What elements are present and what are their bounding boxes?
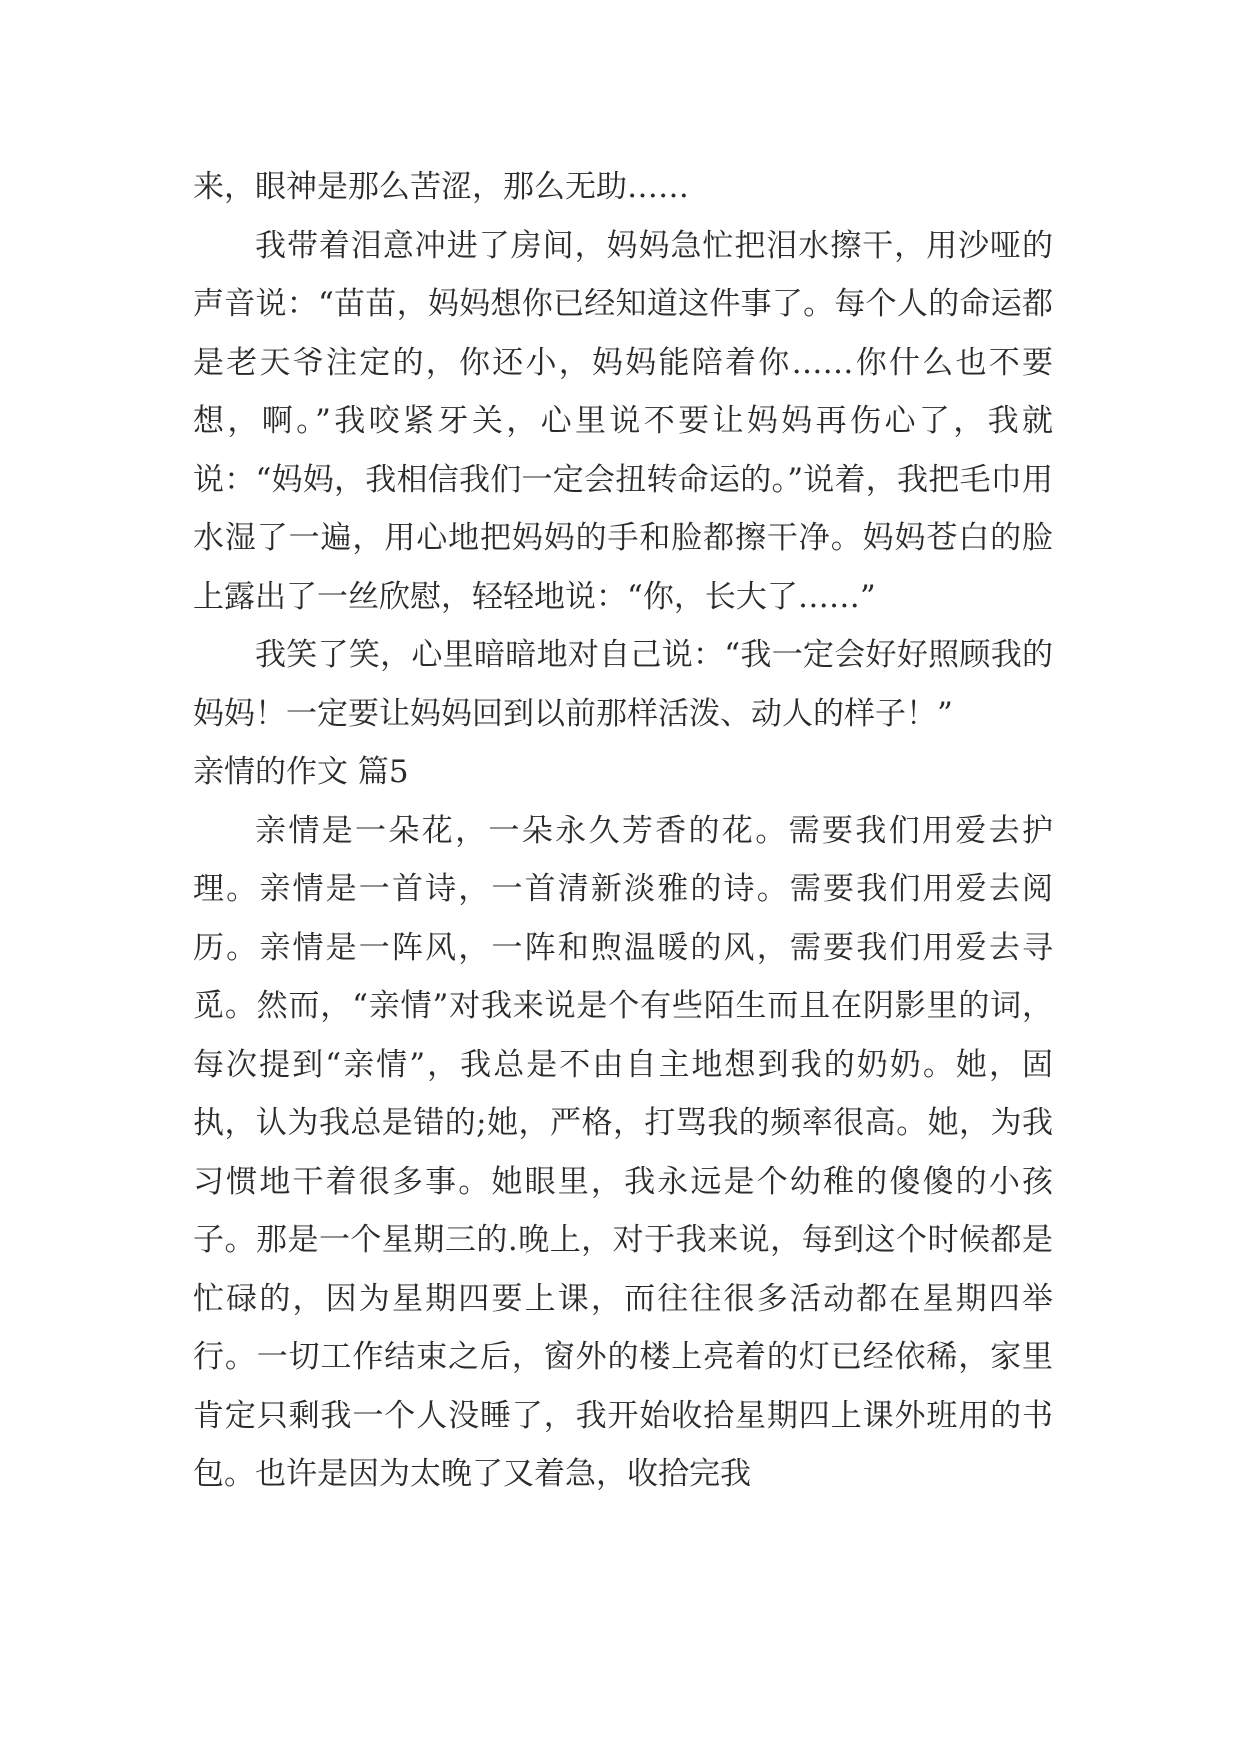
- document-body: [193, 158, 1053, 1504]
- paragraph-mother-comfort: 我带着泪意冲进了房间，妈妈急忙把泪水擦干，用沙哑的声音说：“苗苗，妈妈想你已经知道这件事了。每个人的命运都是老天爷注定的，你还小，妈妈能陪着你……你什么也不要想，啊。”我咬紧牙关，心里说不要让妈妈再伤心了，我就说：“妈妈，我相信我们一定会扭转命运的。”说着，我把毛巾用水湿了一遍，用心地把妈妈的手和脸都擦干净。妈妈苍白的脸上露出了一丝欣慰，轻轻地说：“你，长大了……”: [193, 227, 1053, 615]
- section-heading: 亲情的作文 篇5: [193, 754, 409, 790]
- paragraph-promise: 我笑了笑，心里暗暗地对自己说：“我一定会好好照顾我的妈妈！一定要让妈妈回到以前那样活泼、动人的样子！”: [193, 637, 1053, 732]
- paragraph-continuation: 来，眼神是那么苦涩，那么无助……: [193, 169, 689, 205]
- paragraph-family-love: 亲情是一朵花，一朵永久芳香的花。需要我们用爱去护理。亲情是一首诗，一首清新淡雅的诗。需要我们用爱去阅历。亲情是一阵风，一阵和煦温暖的风，需要我们用爱去寻觅。然而，“亲情”对我来说是个有些陌生而且在阴影里的词，每次提到“亲情”，我总是不由自主地想到我的奶奶。她，固执，认为我总是错的;她，严格，打骂我的频率很高。她，为我习惯地干着很多事。她眼里，我永远是个幼稚的傻傻的小孩子。那是一个星期三的.晚上，对于我来说，每到这个时候都是忙碌的，因为星期四要上课，而往往很多活动都在星期四举行。一切工作结束之后，窗外的楼上亮着的灯已经依稀，家里肯定只剩我一个人没睡了，我开始收拾星期四上课外班用的书包。也许是因为太晚了又着急，收拾完我: [193, 812, 1053, 1492]
